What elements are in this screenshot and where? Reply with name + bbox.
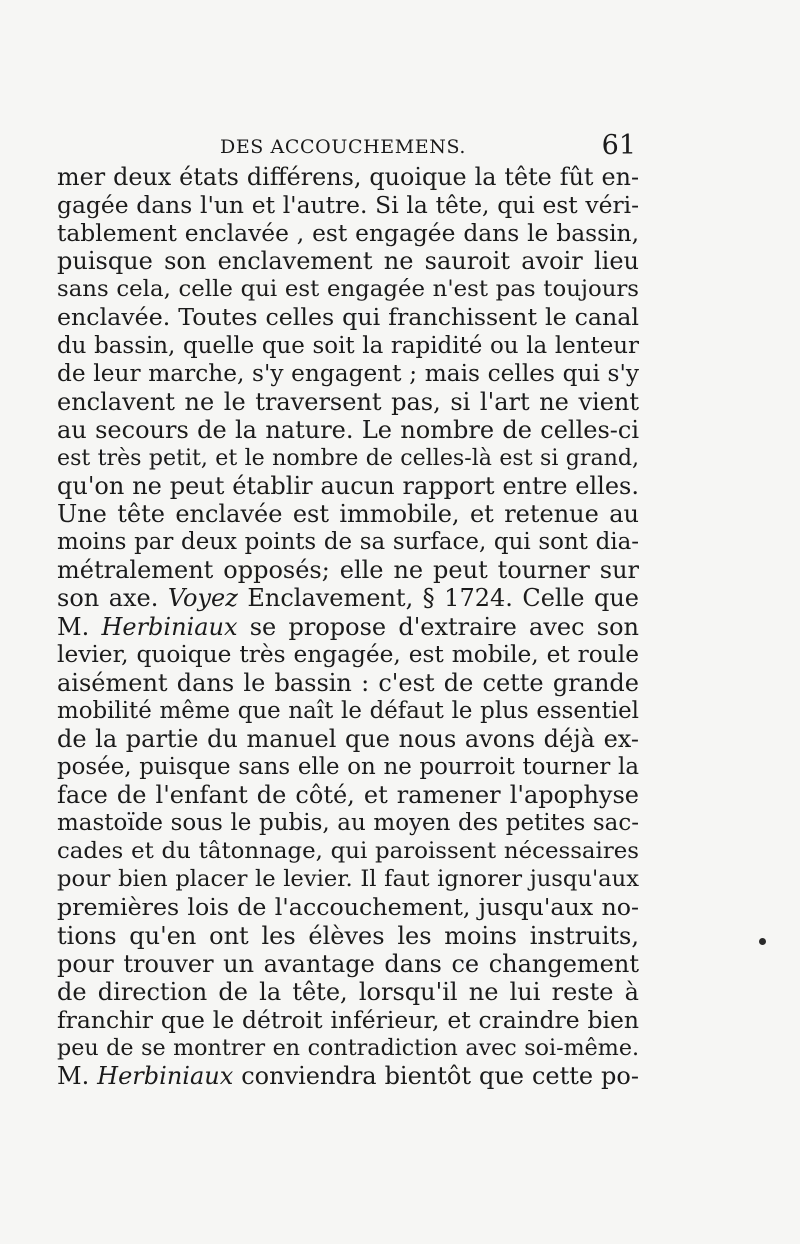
page-header bbox=[208, 128, 636, 162]
body-text bbox=[57, 163, 639, 1090]
text-line: son axe. Voyez Enclavement, § 1724. Celle que bbox=[57, 584, 639, 613]
text-line: gagée dans l'un et l'autre. Si la tête, qui est véri- bbox=[57, 191, 639, 220]
text-line: mobilité même que naît le défaut le plus essentiel bbox=[57, 697, 639, 724]
text-line: métralement opposés; elle ne peut tourner sur bbox=[57, 556, 639, 585]
text-line: franchir que le détroit inférieur, et craindre bien bbox=[57, 1005, 639, 1034]
text-line: qu'on ne peut établir aucun rapport entre elles. bbox=[57, 472, 639, 501]
text-line: pour trouver un avantage dans ce changement bbox=[57, 949, 639, 978]
italic-reference: Voyez bbox=[167, 584, 238, 613]
text-line: M. Herbiniaux se propose d'extraire avec son bbox=[57, 612, 639, 641]
text-line: posée, puisque sans elle on ne pourroit tourner la bbox=[57, 753, 639, 780]
italic-name: Herbiniaux bbox=[97, 1062, 234, 1090]
text-line: face de l'enfant de côté, et ramener l'apophyse bbox=[57, 781, 639, 810]
text-line: tions qu'en ont les élèves les moins instruits, bbox=[57, 921, 639, 950]
text-line: levier, quoique très engagée, est mobile, et roule bbox=[57, 640, 639, 668]
text-line: de la partie du manuel que nous avons déjà ex- bbox=[57, 724, 639, 753]
text-line: pour bien placer le levier. Il faut ignorer jusqu'aux bbox=[57, 866, 639, 893]
text-line: premières lois de l'accouchement, jusqu'aux no- bbox=[57, 893, 639, 922]
text-line: tablement enclavée , est engagée dans le bassin, bbox=[57, 219, 639, 248]
text-line: de direction de la tête, lorsqu'il ne lui reste à bbox=[57, 977, 639, 1006]
text-line: du bassin, quelle que soit la rapidité ou la lenteur bbox=[57, 332, 639, 359]
italic-name: Herbiniaux bbox=[101, 612, 238, 641]
text-line: Une tête enclavée est immobile, et retenue au bbox=[57, 500, 639, 529]
ink-speck bbox=[759, 938, 766, 945]
text-line: aisément dans le bassin : c'est de cette grande bbox=[57, 668, 639, 697]
text-line: moins par deux points de sa surface, qui sont dia- bbox=[57, 529, 639, 556]
text-line: est très petit, et le nombre de celles-là est si grand, bbox=[57, 444, 639, 471]
text-line: enclavée. Toutes celles qui franchissent le canal bbox=[57, 303, 639, 332]
text-line: enclavent ne le traversent pas, si l'art ne vient bbox=[57, 387, 639, 416]
text-line: de leur marche, s'y engagent ; mais celles qui s'y bbox=[57, 359, 639, 387]
text-line: M. Herbiniaux conviendra bientôt que cette po- bbox=[57, 1062, 639, 1090]
text-line: mer deux états différens, quoique la tête fût en- bbox=[57, 163, 639, 191]
text-line: au secours de la nature. Le nombre de celles-ci bbox=[57, 415, 639, 444]
text-line: mastoïde sous le pubis, au moyen des petites sac- bbox=[57, 810, 639, 837]
text-line: sans cela, celle qui est engagée n'est pas toujours bbox=[57, 276, 639, 303]
page-number: 61 bbox=[601, 130, 636, 161]
running-head: DES ACCOUCHEMENS. bbox=[220, 136, 467, 158]
text-line: puisque son enclavement ne sauroit avoir lieu bbox=[57, 247, 639, 276]
text-line: cades et du tâtonnage, qui paroissent nécessaires bbox=[57, 838, 639, 865]
text-line: peu de se montrer en contradiction avec soi-même. bbox=[57, 1034, 639, 1061]
